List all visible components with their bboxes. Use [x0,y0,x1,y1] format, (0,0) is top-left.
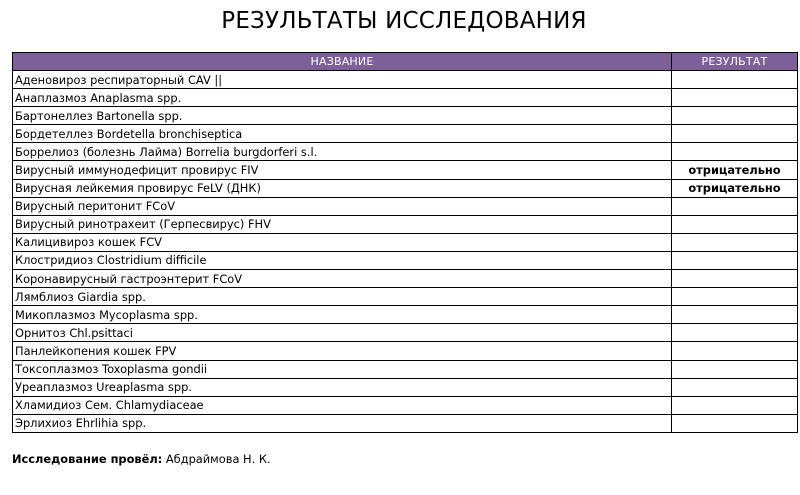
test-result-cell [672,414,798,432]
test-name-cell: Бартонеллез Bartonella spp. [13,107,672,125]
table-row [13,71,798,89]
table-row [13,270,798,288]
column-header-result: РЕЗУЛЬТАТ [672,53,798,71]
table-row [13,288,798,306]
test-result-cell [672,270,798,288]
test-result-cell [672,378,798,396]
test-name-cell: Токсоплазмоз Toxoplasma gondii [13,360,672,378]
test-name-cell: Бордетеллез Bordetella bronchiseptica [13,125,672,143]
test-name-cell: Анаплазмоз Anaplasma spp. [13,89,672,107]
page-title: РЕЗУЛЬТАТЫ ИССЛЕДОВАНИЯ [221,8,587,34]
footer-label: Исследование провёл: [12,452,163,466]
test-name-cell: Боррелиоз (болезнь Лайма) Borrelia burgdorferi s.l. [13,143,672,161]
column-header-name: НАЗВАНИЕ [13,53,672,71]
test-name-cell: Микоплазмоз Mycoplasma spp. [13,306,672,324]
test-name-cell: Вирусный перитонит FCoV [13,197,672,215]
test-result-cell [672,233,798,251]
table-header-row [13,53,798,71]
test-name-cell: Вирусная лейкемия провирус FeLV (ДНК) [13,179,672,197]
test-result-cell [672,107,798,125]
table-row [13,143,798,161]
table-row [13,125,798,143]
test-name-cell: Клостридиоз Clostridium difficile [13,251,672,269]
footer-signature [12,452,271,466]
table-row [13,396,798,414]
test-name-cell: Калицивироз кошек FCV [13,233,672,251]
table-row [13,161,798,179]
results-table [12,52,798,433]
test-result-cell [672,143,798,161]
table-row [13,360,798,378]
table-row [13,107,798,125]
table-row [13,306,798,324]
test-result-cell [672,396,798,414]
table-row [13,342,798,360]
test-result-cell [672,306,798,324]
test-result-cell: отрицательно [672,179,798,197]
test-result-cell [672,342,798,360]
table-row [13,414,798,432]
table-row [13,197,798,215]
test-result-cell: отрицательно [672,161,798,179]
test-result-cell [672,197,798,215]
test-result-cell [672,125,798,143]
table-row [13,324,798,342]
test-name-cell: Уреаплазмоз Ureaplasma spp. [13,378,672,396]
table-row [13,233,798,251]
test-name-cell: Лямблиоз Giardia spp. [13,288,672,306]
test-result-cell [672,288,798,306]
test-name-cell: Орнитоз Chl.psittaci [13,324,672,342]
test-result-cell [672,71,798,89]
test-name-cell: Хламидиоз Сем. Chlamydiaceae [13,396,672,414]
table-row [13,251,798,269]
test-result-cell [672,324,798,342]
test-result-cell [672,89,798,107]
test-name-cell: Вирусный иммунодефицит провирус FIV [13,161,672,179]
table-row [13,215,798,233]
test-result-cell [672,360,798,378]
test-name-cell: Коронавирусный гастроэнтерит FCoV [13,270,672,288]
test-result-cell [672,215,798,233]
test-name-cell: Вирусный ринотрахеит (Герпесвирус) FHV [13,215,672,233]
test-name-cell: Панлейкопения кошек FPV [13,342,672,360]
test-result-cell [672,251,798,269]
table-row [13,179,798,197]
table-row [13,89,798,107]
table-row [13,378,798,396]
test-name-cell: Эрлихиоз Ehrlihia spp. [13,414,672,432]
test-name-cell: Аденовироз респираторный CAV || [13,71,672,89]
footer-value: Абдраймова Н. К. [165,452,271,466]
